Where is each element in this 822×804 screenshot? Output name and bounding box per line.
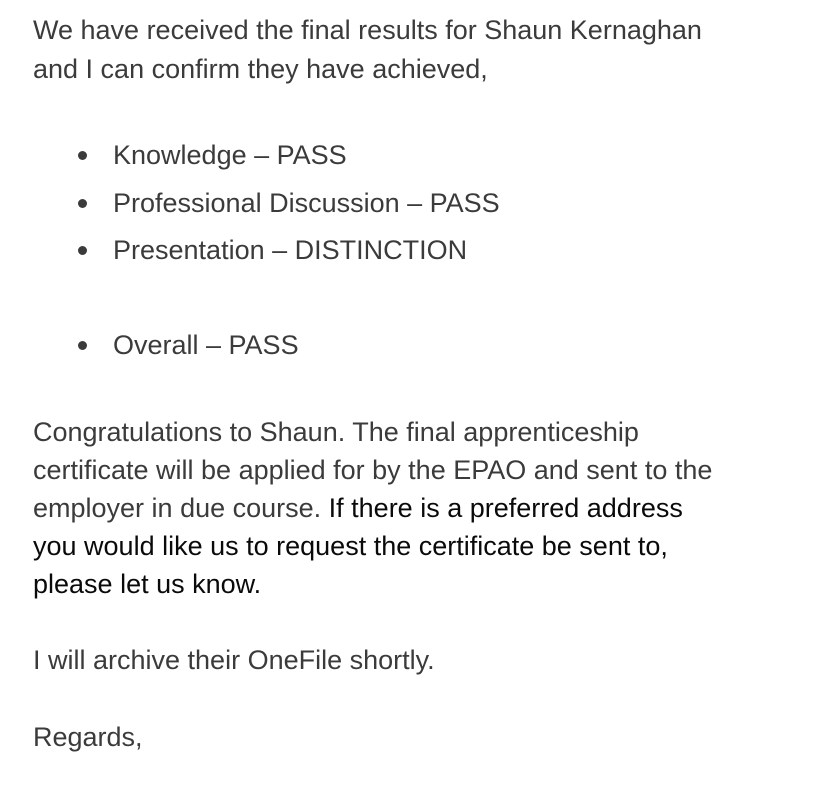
- result-knowledge: Knowledge – PASS: [113, 140, 347, 170]
- bullet-icon: [78, 151, 87, 160]
- congrats-line-2: certificate will be applied for by the EPAO and sent to the: [33, 455, 713, 485]
- result-overall: Overall – PASS: [113, 330, 299, 360]
- intro-line-1: We have received the final results for Shaun Kernaghan: [33, 15, 702, 45]
- bullet-icon: [78, 246, 87, 255]
- bullet-icon: [78, 341, 87, 350]
- signoff: Regards,: [33, 722, 143, 752]
- congrats-line-1: Congratulations to Shaun. The final apprenticeship: [33, 417, 639, 447]
- congrats-line-5: please let us know.: [33, 569, 262, 599]
- result-presentation: Presentation – DISTINCTION: [113, 235, 468, 265]
- congrats-line-3-dark: If there is a preferred address: [321, 493, 683, 523]
- bullet-icon: [78, 199, 87, 208]
- result-professional-discussion: Professional Discussion – PASS: [113, 188, 500, 218]
- archive-note: I will archive their OneFile shortly.: [33, 645, 435, 675]
- congrats-line-4: you would like us to request the certificate be sent to,: [33, 531, 668, 561]
- congrats-line-3-grey: employer in due course.: [33, 493, 322, 523]
- intro-line-2: and I can confirm they have achieved,: [33, 54, 488, 84]
- congrats-line-3: [33, 489, 683, 527]
